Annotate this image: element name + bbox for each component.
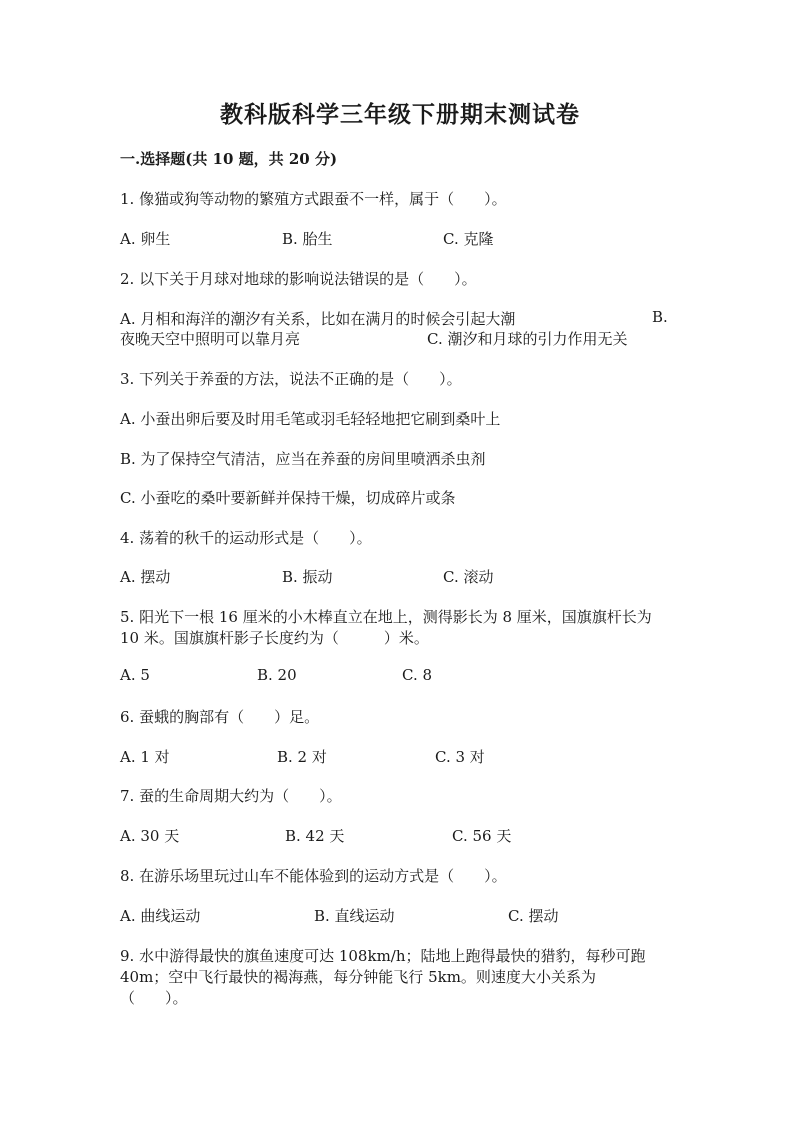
question-5-stem-line-2: 10 米。国旗旗杆影子长度约为（ ）米。: [120, 629, 429, 647]
question-7-option-c: C. 56 天: [452, 827, 512, 845]
question-9-stem-line-2: 40m；空中飞行最快的褐海燕，每分钟能飞行 5km。则速度大小关系为: [120, 968, 596, 986]
question-6-stem: 6. 蚕蛾的胸部有（ ）足。: [120, 708, 320, 726]
question-3-option-a: A. 小蚕出卵后要及时用毛笔或羽毛轻轻地把它刷到桑叶上: [120, 410, 501, 428]
question-4-stem: 4. 荡着的秋千的运动形式是（ ）。: [120, 529, 372, 547]
question-4-option-c: C. 滚动: [443, 568, 494, 586]
question-9-stem-line-1: 9. 水中游得最快的旗鱼速度可达 108km/h；陆地上跑得最快的猎豹，每秒可跑: [120, 947, 646, 965]
question-3-option-c: C. 小蚕吃的桑叶要新鲜并保持干燥，切成碎片或条: [120, 489, 456, 507]
question-3-stem: 3. 下列关于养蚕的方法，说法不正确的是（ ）。: [120, 370, 462, 388]
exam-title: 教科版科学三年级下册期末测试卷: [220, 101, 580, 128]
question-5-stem-line-1: 5. 阳光下一根 16 厘米的小木棒直立在地上，测得影长为 8 厘米，国旗旗杆长为: [120, 608, 652, 626]
question-3-option-b: B. 为了保持空气清洁，应当在养蚕的房间里喷洒杀虫剂: [120, 450, 486, 468]
question-7-option-b: B. 42 天: [285, 827, 345, 845]
question-8-stem: 8. 在游乐场里玩过山车不能体验到的运动方式是（ ）。: [120, 867, 507, 885]
question-6-option-b: B. 2 对: [277, 748, 327, 766]
question-1-option-b: B. 胎生: [282, 230, 333, 248]
question-4-option-b: B. 振动: [282, 568, 333, 586]
question-1-option-a: A. 卵生: [120, 230, 171, 248]
question-5-option-b: B. 20: [257, 666, 297, 684]
question-7-stem: 7. 蚕的生命周期大约为（ ）。: [120, 787, 342, 805]
question-1-stem: 1. 像猫或狗等动物的繁殖方式跟蚕不一样，属于（ ）。: [120, 190, 507, 208]
question-6-option-a: A. 1 对: [120, 748, 170, 766]
question-5-option-a: A. 5: [120, 666, 150, 684]
question-6-option-c: C. 3 对: [435, 748, 485, 766]
question-1-option-c: C. 克隆: [443, 230, 494, 248]
question-2-stem: 2. 以下关于月球对地球的影响说法错误的是（ ）。: [120, 270, 477, 288]
question-4-option-a: A. 摆动: [120, 568, 171, 586]
question-2-option-c: C. 潮汐和月球的引力作用无关: [427, 330, 628, 348]
question-9-stem-line-3: （ ）。: [120, 989, 188, 1007]
question-7-option-a: A. 30 天: [120, 827, 180, 845]
question-2-option-b: 夜晚天空中照明可以靠月亮: [120, 330, 301, 348]
question-2-option-b-prefix: B.: [652, 308, 668, 326]
question-8-option-a: A. 曲线运动: [120, 907, 201, 925]
question-5-option-c: C. 8: [402, 666, 433, 684]
question-2-option-a: A. 月相和海洋的潮汐有关系，比如在满月的时候会引起大潮: [120, 310, 516, 328]
question-8-option-b: B. 直线运动: [314, 907, 395, 925]
section-header: 一.选择题(共 10 题，共 20 分): [120, 150, 338, 168]
question-8-option-c: C. 摆动: [508, 907, 559, 925]
